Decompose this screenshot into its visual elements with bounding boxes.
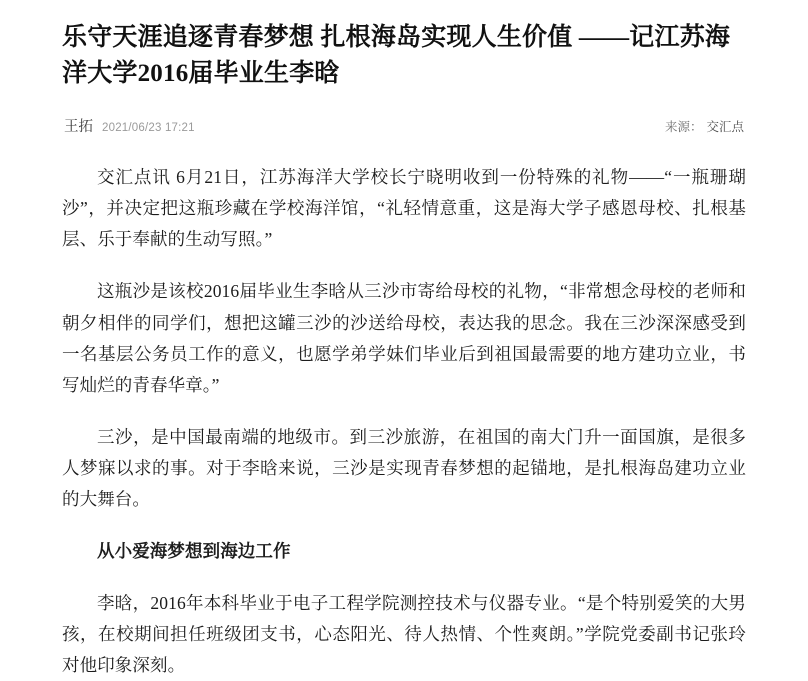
section-subheading: 从小爱海梦想到海边工作 <box>97 541 291 562</box>
meta-right-group <box>665 117 744 135</box>
meta-left-group <box>64 115 195 136</box>
page-title: 乐守天涯追逐青春梦想 扎根海岛实现人生价值 ——记江苏海洋大学2016届毕业生李晗 <box>62 24 731 87</box>
paragraph: 李晗，2016年本科毕业于电子工程学院测控技术与仪器专业。“是个特别爱笑的大男孩，在校期间担任班级团支书，心态阳光、待人热情、个性爽朗。”学院党委副书记张玲对他印象深刻。 <box>62 592 746 675</box>
paragraph: 这瓶沙是该校2016届毕业生李晗从三沙市寄给母校的礼物，“非常想念母校的老师和朝夕相伴的同学们，想把这罐三沙的沙送给母校，表达我的思念。我在三沙深深感受到一名基层公务员工作的意义，也愿学弟学妹们毕业后到祖国最需要的地方建功立业，书写灿烂的青春华章。” <box>62 281 746 395</box>
article-timestamp: 2021/06/23 17:21 <box>102 122 195 134</box>
paragraph: 交汇点讯 6月21日，江苏海洋大学校长宁晓明收到一份特殊的礼物——“一瓶珊瑚沙”，并决定把这瓶珍藏在学校海洋馆，“礼轻情意重，这是海大学子感恩母校、扎根基层、乐于奉献的生动写照。” <box>62 167 746 250</box>
source-label: 来源： <box>664 120 703 134</box>
paragraph: 三沙，是中国最南端的地级市。到三沙旅游，在祖国的南大门升一面国旗，是很多人梦寐以求的事。对于李晗来说，三沙是实现青春梦想的起锚地，是扎根海岛建功立业的大舞台。 <box>62 426 746 510</box>
article-meta-bar <box>62 115 746 136</box>
article-body <box>62 162 746 681</box>
article-author: 王拓 <box>64 119 93 135</box>
source-name[interactable]: 交汇点 <box>706 120 744 134</box>
